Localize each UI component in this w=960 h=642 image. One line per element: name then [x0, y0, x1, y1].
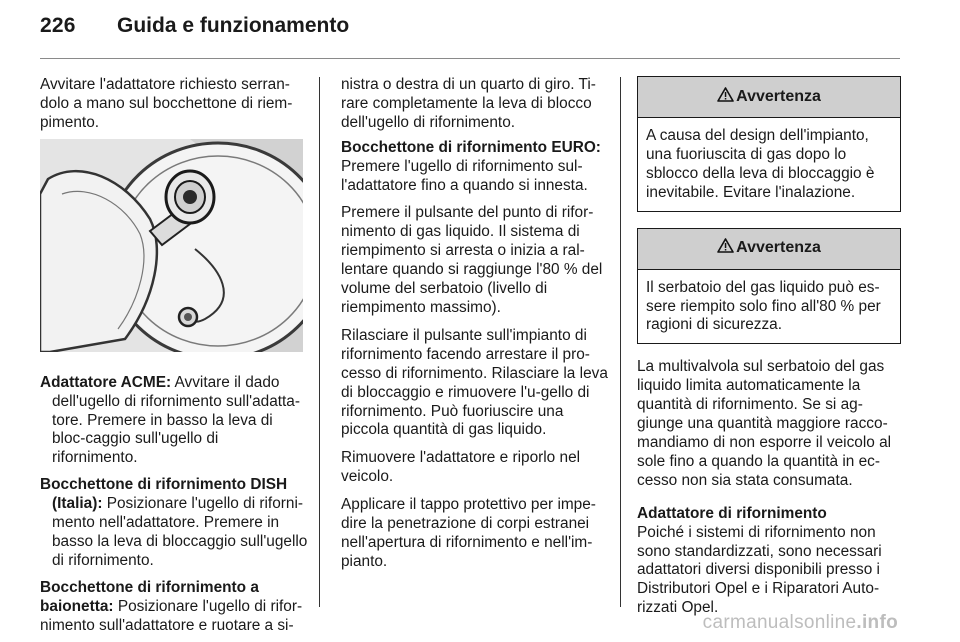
warning-box-gas-escape [637, 76, 901, 212]
warning-title: Avvertenza [736, 239, 821, 257]
euro-label: Bocchettone di rifornimento EURO: [341, 138, 601, 156]
release-paragraph: Rilasciare il pulsante sull'impianto di rifornimento facendo arrestare il pro-cesso di rifornimento. Rilasciare la leva di bloccaggio e rimuovere l'u-gello di rifornimento. Può fuoriuscire una piccola quantità di gas liquido. [341, 326, 608, 439]
warning-triangle-icon [717, 87, 734, 108]
euro-text: Premere l'ugello di rifornimento sul-l'adattatore fino a quando si innesta. [341, 157, 588, 194]
fuel-filler-photo [40, 139, 303, 352]
euro-paragraph [341, 139, 611, 196]
remove-paragraph: Rimuovere l'adattatore e riporlo nel veicolo. [341, 449, 581, 486]
column-divider [319, 77, 320, 607]
warning-header [638, 229, 900, 270]
watermark-suffix: .info [856, 612, 898, 633]
adapters-heading [637, 505, 903, 524]
bayonet-paragraph [40, 579, 308, 636]
acme-text: Avvitare il dado dell'ugello di rifornimento sull'adatta-tore. Premere in basso la leva di bloc-caggio sull'ugello di rifornimento. [52, 373, 300, 467]
warning-triangle-icon [717, 238, 734, 259]
warning-text: Il serbatoio del gas liquido può es-sere riempito solo fino all'80 % per ragioni di sicurezza. [646, 278, 881, 334]
dish-label: Bocchettone di rifornimento DISH (Italia): [40, 476, 288, 513]
filler-flap-illustration [40, 139, 303, 352]
page-number: 226 [40, 14, 76, 37]
warning-title: Avvertenza [736, 87, 821, 105]
header-rule [40, 58, 900, 59]
warning-text: A causa del design dell'impianto, una fuoriuscita di gas dopo lo sblocco della leva di bloccaggio è inevitabile. Evitare l'inalazione. [646, 127, 875, 201]
warning-box-fill-limit [637, 228, 901, 345]
multivalve-paragraph: La multivalvola sul serbatoio del gas liquido limita automaticamente la quantità di rifornimento. Se si ag-giunge una quantità maggiore racco-mandiamo di non esporre il veicolo al sole fino a quando la quantità in ec-cesso non sia stata consumata. [637, 358, 892, 489]
adapters-paragraph: Poiché i sistemi di rifornimento non sono standardizzati, sono necessari adattatori diversi disponibili presso i Distributori Opel e i Riparatori Auto-rizzati Opel. [637, 523, 882, 617]
dish-paragraph [40, 476, 308, 571]
bayonet-text: Posizionare l'ugello di rifor-nimento sull'adattatore e ruotare a si- [40, 597, 303, 634]
dish-text: Posizionare l'ugello di riforni-mento nell'adattatore. Premere in basso la leva di bloccaggio sull'ugello di rifornimento. [52, 495, 308, 569]
bayonet-continued: nistra o destra di un quarto di giro. Ti-rare completamente la leva di blocco dell'ugello di rifornimento. [341, 76, 596, 131]
acme-label: Adattatore ACME: [40, 373, 172, 391]
bayonet-label: Bocchettone di rifornimento a baionetta: [40, 578, 259, 615]
watermark-prefix: carmanualsonline [702, 612, 857, 633]
column-divider [620, 77, 621, 607]
button-paragraph: Premere il pulsante del punto di rifor-nimento di gas liquido. Il sistema di riempimento si arresta o inizia a ral-lentare quando si raggiunge l'80 % del volume del serbatoio (livello di riempimento massimo). [341, 204, 603, 316]
warning-header [638, 77, 900, 118]
column-3 [637, 76, 903, 627]
column-2 [341, 76, 611, 581]
adapters-title: Adattatore di rifornimento [637, 504, 827, 522]
cap-paragraph: Applicare il tappo protettivo per impe-dire la penetrazione di corpi estranei nell'apertura di rifornimento e nell'im-pianto. [341, 496, 596, 570]
intro-paragraph: Avvitare l'adattatore richiesto serran-dolo a mano sul bocchettone di riem-pimento. [40, 76, 293, 131]
watermark [703, 614, 898, 633]
acme-paragraph [40, 374, 308, 469]
column-1 [40, 76, 308, 639]
page-title: Guida e funzionamento [117, 14, 350, 37]
